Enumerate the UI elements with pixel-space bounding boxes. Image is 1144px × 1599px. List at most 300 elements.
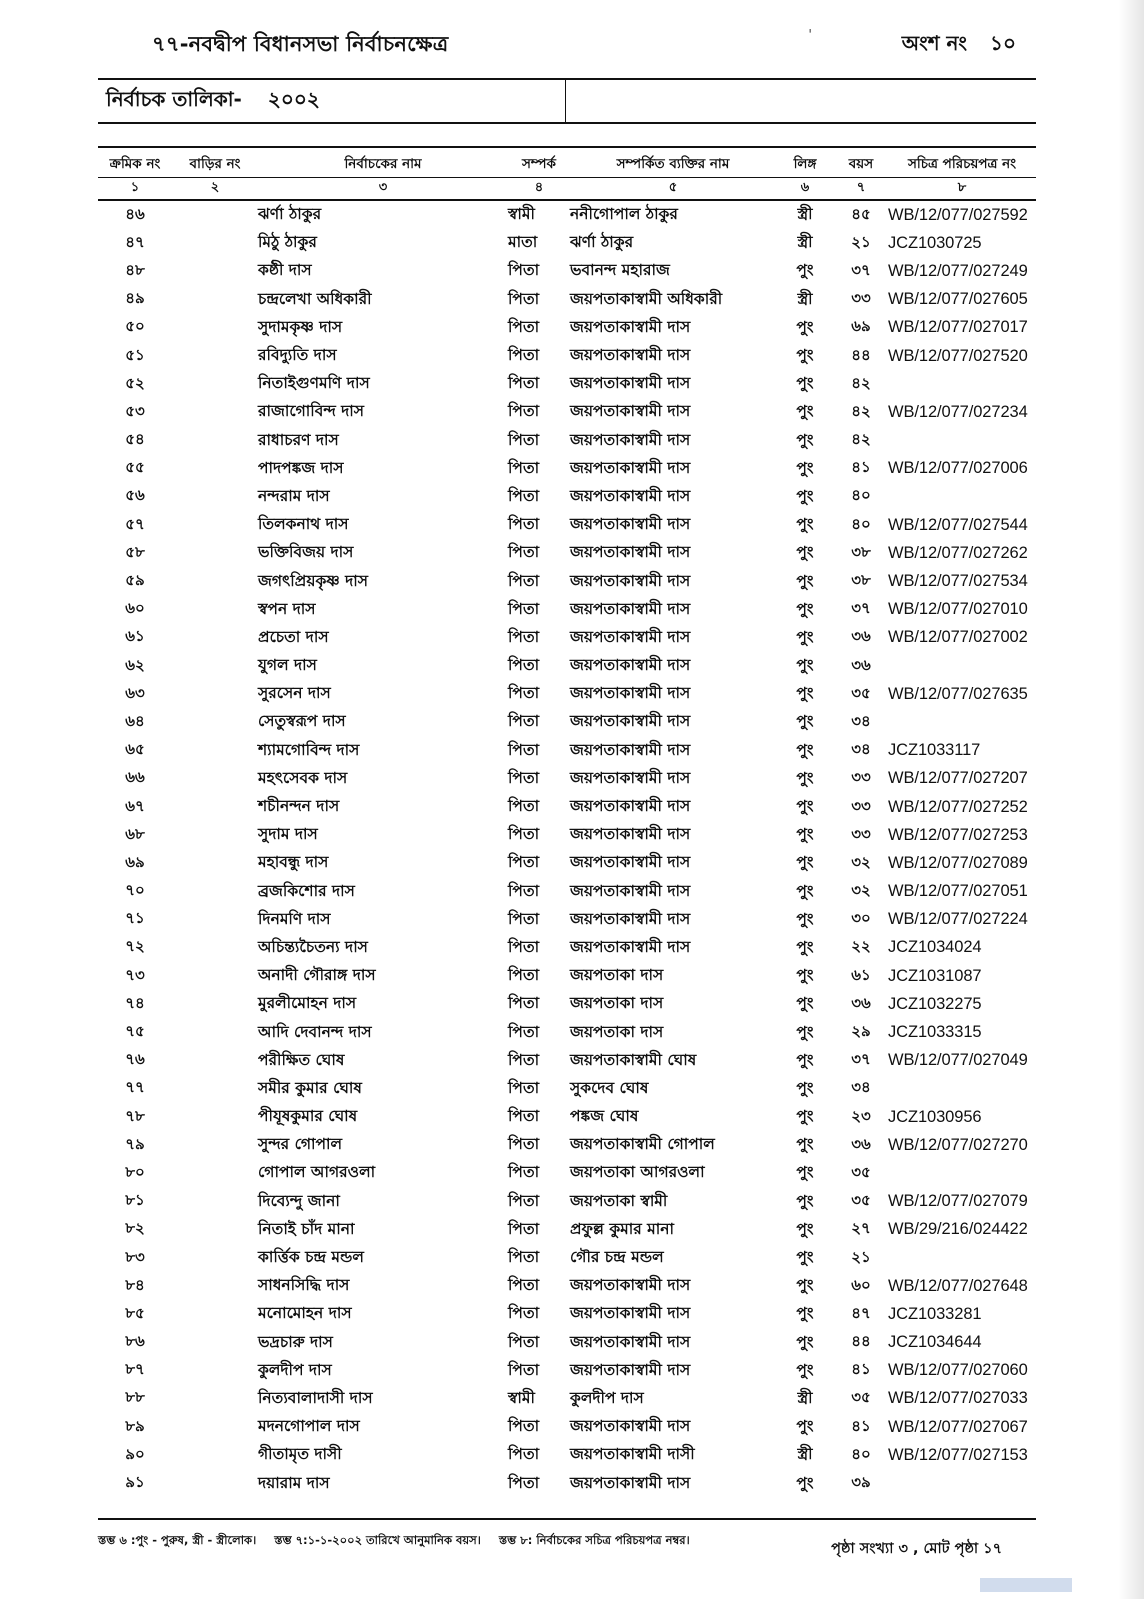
cell-relative-name: জয়পতাকাস্বামী দাস (570, 543, 691, 562)
cell-sex: পুং (796, 825, 814, 844)
table-row (98, 1131, 1036, 1159)
cell-sex: পুং (796, 1107, 814, 1126)
table-row (98, 737, 1036, 765)
cell-elector-name: সুন্দর গোপাল (258, 1135, 343, 1154)
cell-age: ৩৫ (851, 1162, 871, 1181)
cell-serial: ৬৩ (125, 683, 145, 702)
cell-house-number (172, 1357, 258, 1385)
cell-age: ৩৬ (851, 1134, 871, 1153)
cell-age: ৩২ (851, 852, 871, 871)
cell-age: ২৭ (851, 1219, 871, 1238)
table-row (98, 427, 1036, 455)
cell-age: ৩৭ (851, 599, 871, 618)
cell-elector-name: যুগল দাস (258, 656, 317, 675)
cell-relation: পিতা (508, 1445, 540, 1464)
cell-relation: পিতা (508, 1050, 540, 1069)
cell-age: ৩৩ (851, 289, 871, 308)
table-row (98, 765, 1036, 793)
cell-sex: পুং (796, 768, 814, 787)
table-row (98, 1357, 1036, 1385)
cell-relation: পিতা (508, 1191, 540, 1210)
cell-serial: ৪৯ (125, 289, 145, 308)
cell-age: ৩৪ (851, 1078, 871, 1097)
cell-relative-name: ননীগোপাল ঠাকুর (570, 205, 678, 224)
cell-relative-name: জয়পতাকাস্বামী দাস (570, 430, 691, 449)
cell-serial: ৬২ (125, 655, 145, 674)
cell-house-number (172, 1103, 258, 1131)
cell-house-number (172, 1300, 258, 1328)
cell-epic-number: WB/12/077/027006 (888, 459, 1028, 478)
cell-serial: ৫২ (125, 373, 145, 392)
cell-sex: পুং (796, 486, 814, 505)
cell-elector-name: রাধাচরণ দাস (258, 430, 339, 449)
cell-house-number (172, 1131, 258, 1159)
cell-relation: পিতা (508, 543, 540, 562)
table-row (98, 1047, 1036, 1075)
cell-epic-number: WB/12/077/027252 (888, 797, 1028, 816)
cell-epic-number: WB/12/077/027002 (888, 628, 1028, 647)
cell-relation: স্বামী (508, 1388, 535, 1407)
cell-relative-name: জয়পতাকা আগরওলা (570, 1163, 705, 1182)
cell-elector-name: ভক্তিবিজয় দাস (258, 543, 354, 562)
column-number-4: ৪ (508, 178, 570, 201)
table-row (98, 878, 1036, 906)
cell-elector-name: পাদপঙ্কজ দাস (258, 458, 344, 477)
table-row (98, 962, 1036, 990)
cell-relation: পিতা (508, 515, 540, 534)
cell-elector-name: মদনগোপাল দাস (258, 1417, 360, 1436)
cell-age: ৬০ (851, 1275, 871, 1294)
cell-age: ৪০ (851, 514, 871, 533)
cell-house-number (172, 680, 258, 708)
cell-elector-name: প্রচেতা দাস (258, 627, 329, 646)
cell-epic-number: WB/12/077/027605 (888, 290, 1028, 309)
cell-relation: পিতা (508, 1219, 540, 1238)
cell-elector-name: নন্দরাম দাস (258, 486, 330, 505)
cell-age: ২৯ (851, 1022, 871, 1041)
cell-elector-name: সুরসেন দাস (258, 684, 331, 703)
cell-relation: পিতা (508, 1135, 540, 1154)
cell-serial: ৬৪ (125, 711, 145, 730)
cell-house-number (172, 1075, 258, 1103)
cell-epic-number (888, 652, 1036, 680)
table-row (98, 567, 1036, 595)
cell-relative-name: জয়পতাকাস্বামী দাস (570, 768, 691, 787)
table-row (98, 1244, 1036, 1272)
cell-relation: পিতা (508, 1022, 540, 1041)
cell-elector-name: নিত্যবালাদাসী দাস (258, 1388, 373, 1407)
cell-epic-number: WB/12/077/027067 (888, 1417, 1028, 1436)
document-header (0, 0, 1112, 84)
cell-elector-name: ভদ্রচারু দাস (258, 1332, 333, 1351)
cell-house-number (172, 1272, 258, 1300)
table-row (98, 286, 1036, 314)
cell-relative-name: জয়পতাকাস্বামী দাস (570, 317, 691, 336)
cell-house-number (172, 314, 258, 342)
cell-epic-number: WB/12/077/027051 (888, 882, 1028, 901)
cell-relative-name: জয়পতাকাস্বামী ঘোষ (570, 1050, 697, 1069)
cell-epic-number: WB/12/077/027234 (888, 402, 1028, 421)
cell-house-number (172, 1244, 258, 1272)
table-row (98, 1188, 1036, 1216)
cell-relative-name: জয়পতাকাস্বামী দাস (570, 712, 691, 731)
cell-sex: স্ত্রী (797, 1445, 813, 1464)
cell-house-number (172, 990, 258, 1018)
table-row (98, 990, 1036, 1018)
column-header-epic-number: সচিত্র পরিচয়পত্র নং (888, 147, 1036, 178)
cell-house-number (172, 200, 258, 229)
cell-relative-name: জয়পতাকাস্বামী দাস (570, 627, 691, 646)
column-header-house-number: বাড়ির নং (172, 147, 258, 178)
column-header-age: বয়স (834, 147, 888, 178)
cell-house-number (172, 398, 258, 426)
cell-elector-name: মনোমোহন দাস (258, 1304, 352, 1323)
cell-epic-number: WB/12/077/027648 (888, 1276, 1028, 1295)
cell-sex: স্ত্রী (797, 205, 813, 224)
cell-relation: পিতা (508, 346, 540, 365)
cell-epic-number: JCZ1032275 (888, 994, 982, 1013)
cell-elector-name: অচিন্ত্যচৈতন্য দাস (258, 937, 368, 956)
cell-relation: পিতা (508, 1332, 540, 1351)
cell-serial: ৫৩ (125, 401, 145, 420)
cell-serial: ৮৫ (125, 1303, 145, 1322)
column-header-sex: লিঙ্গ (776, 147, 834, 178)
cell-relation: পিতা (508, 740, 540, 759)
cell-age: ২১ (851, 1247, 871, 1266)
cell-epic-number: WB/12/077/027592 (888, 205, 1028, 224)
cell-relation: পিতা (508, 768, 540, 787)
cell-epic-number (888, 708, 1036, 736)
cell-age: ৩৩ (851, 768, 871, 787)
column-header-relative-name: সম্পর্কিত ব্যক্তির নাম (570, 147, 776, 178)
cell-sex: পুং (796, 712, 814, 731)
cell-relation: পিতা (508, 571, 540, 590)
cell-relation: পিতা (508, 825, 540, 844)
cell-sex: পুং (796, 458, 814, 477)
cell-relation: পিতা (508, 458, 540, 477)
table-row (98, 1413, 1036, 1441)
table-row (98, 398, 1036, 426)
table-row (98, 200, 1036, 229)
footnote-group (98, 1532, 704, 1551)
cell-elector-name: স্বপন দাস (258, 599, 316, 618)
cell-elector-name: জগৎপ্রিয়কৃষ্ণ দাস (258, 571, 369, 590)
cell-epic-number: JCZ1033315 (888, 1023, 982, 1042)
cell-house-number (172, 1216, 258, 1244)
cell-age: ৬১ (851, 965, 871, 984)
cell-epic-number: WB/12/077/027544 (888, 515, 1028, 534)
cell-relation: পিতা (508, 1248, 540, 1267)
cell-elector-name: মুরলীমোহন দাস (258, 994, 357, 1013)
cell-epic-number: JCZ1030725 (888, 233, 982, 252)
cell-elector-name: আদি দেবানন্দ দাস (258, 1022, 372, 1041)
cell-house-number (172, 934, 258, 962)
cell-sex: পুং (796, 740, 814, 759)
constituency-title: ৭৭-নবদ্বীপ বিধানসভা নির্বাচনক্ষেত্র (152, 32, 449, 56)
cell-house-number (172, 511, 258, 539)
cell-serial: ৫৮ (125, 542, 145, 561)
cell-age: ৩৫ (851, 683, 871, 702)
cell-serial: ৬৮ (125, 824, 145, 843)
cell-elector-name: রাজাগোবিন্দ দাস (258, 402, 365, 421)
cell-elector-name: কার্ত্তিক চন্দ্র মন্ডল (258, 1248, 364, 1267)
cell-epic-number: WB/12/077/027520 (888, 346, 1028, 365)
cell-elector-name: শ্যামগোবিন্দ দাস (258, 740, 360, 759)
cell-relative-name: জয়পতাকাস্বামী দাস (570, 1304, 691, 1323)
table-row (98, 849, 1036, 877)
table-row (98, 1075, 1036, 1103)
cell-sex: পুং (796, 402, 814, 421)
cell-relative-name: জয়পতাকাস্বামী দাস (570, 656, 691, 675)
cell-age: ৪১ (851, 1360, 871, 1379)
cell-house-number (172, 1441, 258, 1469)
cell-sex: পুং (796, 1078, 814, 1097)
cell-epic-number: WB/12/077/027635 (888, 684, 1028, 703)
cell-relative-name: জয়পতাকাস্বামী দাস (570, 1417, 691, 1436)
table-row (98, 1385, 1036, 1413)
table-row (98, 934, 1036, 962)
cell-serial: ৫৪ (125, 430, 145, 449)
cell-epic-number: WB/12/077/027224 (888, 910, 1028, 929)
cell-serial: ৬৯ (125, 852, 145, 871)
cell-house-number (172, 455, 258, 483)
cell-relative-name: জয়পতাকাস্বামী গোপাল (570, 1135, 715, 1154)
cell-epic-number: WB/12/077/027207 (888, 769, 1028, 788)
footnote-column-7: স্তম্ভ ৭:১-১-২০০২ তারিখে আনুমানিক বয়স। (274, 1533, 481, 1547)
cell-sex: পুং (796, 1473, 814, 1492)
table-row (98, 793, 1036, 821)
cell-serial: ৫৫ (125, 458, 145, 477)
cell-house-number (172, 483, 258, 511)
cell-age: ৪০ (851, 1444, 871, 1463)
cell-house-number (172, 257, 258, 285)
cell-epic-number: JCZ1034644 (888, 1333, 982, 1352)
cell-relation: পিতা (508, 1417, 540, 1436)
cell-relation: পিতা (508, 966, 540, 985)
cell-relative-name: জয়পতাকাস্বামী অধিকারী (570, 289, 723, 308)
cell-relative-name: জয়পতাকাস্বামী দাস (570, 486, 691, 505)
cell-sex: পুং (796, 1163, 814, 1182)
table-row (98, 342, 1036, 370)
cell-sex: পুং (796, 571, 814, 590)
column-number-5: ৫ (570, 178, 776, 201)
cell-relation: পিতা (508, 289, 540, 308)
cell-house-number (172, 765, 258, 793)
cell-elector-name: অনাদী গৌরাঙ্গ দাস (258, 966, 376, 985)
cell-relative-name: জয়পতাকাস্বামী দাস (570, 797, 691, 816)
cell-elector-name: রবিদ্যুতি দাস (258, 346, 337, 365)
cell-house-number (172, 1018, 258, 1046)
cell-relation: পিতা (508, 430, 540, 449)
cell-age: ৩৬ (851, 655, 871, 674)
cell-elector-name: সুদামকৃষ্ণ দাস (258, 317, 343, 336)
cell-sex: পুং (796, 430, 814, 449)
table-row (98, 539, 1036, 567)
cell-serial: ৯১ (125, 1473, 145, 1492)
cell-relative-name: জয়পতাকাস্বামী দাস (570, 1332, 691, 1351)
cell-sex: পুং (796, 1050, 814, 1069)
cell-serial: ৪৮ (125, 260, 145, 279)
cell-serial: ৭৮ (125, 1106, 145, 1125)
cell-relation: পিতা (508, 1304, 540, 1323)
cell-serial: ৭৪ (125, 993, 145, 1012)
cell-relation: পিতা (508, 656, 540, 675)
cell-elector-name: শচীনন্দন দাস (258, 797, 340, 816)
scan-corner-artifact (980, 1578, 1072, 1592)
cell-epic-number: JCZ1033117 (888, 741, 981, 760)
cell-elector-name: সমীর কুমার ঘোষ (258, 1078, 362, 1097)
cell-serial: ৭৫ (125, 1022, 145, 1041)
cell-elector-name: চন্দ্রলেখা অধিকারী (258, 289, 372, 308)
cell-serial: ৬০ (125, 599, 145, 618)
cell-serial: ৬৭ (125, 796, 145, 815)
cell-relative-name: জয়পতাকাস্বামী দাস (570, 740, 691, 759)
cell-age: ৩৩ (851, 796, 871, 815)
cell-serial: ৮৮ (125, 1388, 145, 1407)
cell-relation: স্বামী (508, 205, 535, 224)
cell-serial: ৮৬ (125, 1332, 145, 1351)
table-row (98, 821, 1036, 849)
cell-elector-name: সুদাম দাস (258, 825, 318, 844)
cell-relative-name: জয়পতাকাস্বামী দাস (570, 825, 691, 844)
cell-serial: ৪৭ (125, 232, 145, 251)
cell-relative-name: জয়পতাকা দাস (570, 1022, 664, 1041)
tick-mark-icon: ' (808, 28, 812, 43)
cell-elector-name: গীতামৃত দাসী (258, 1445, 342, 1464)
table-body (98, 200, 1036, 1498)
cell-sex: পুং (796, 909, 814, 928)
cell-serial: ৫৯ (125, 571, 145, 590)
cell-age: ২১ (851, 232, 871, 251)
cell-house-number (172, 286, 258, 314)
cell-epic-number: WB/12/077/027017 (888, 318, 1028, 337)
cell-relative-name: জয়পতাকাস্বামী দাস (570, 599, 691, 618)
cell-age: ৩৭ (851, 1050, 871, 1069)
cell-epic-number: WB/12/077/027060 (888, 1361, 1028, 1380)
cell-relative-name: জয়পতাকাস্বামী দাস (570, 853, 691, 872)
cell-age: ২২ (851, 937, 871, 956)
column-number-2: ২ (172, 178, 258, 201)
cell-relative-name: জয়পতাকাস্বামী দাস (570, 346, 691, 365)
cell-sex: পুং (796, 881, 814, 900)
cell-age: ৪১ (851, 458, 871, 477)
cell-age: ৪২ (851, 373, 871, 392)
cell-elector-name: পীযূষকুমার ঘোষ (258, 1107, 358, 1126)
cell-serial: ৮২ (125, 1219, 145, 1238)
cell-relative-name: জয়পতাকাস্বামী দাস (570, 937, 691, 956)
cell-house-number (172, 1385, 258, 1413)
cell-age: ৬৯ (851, 317, 871, 336)
cell-sex: পুং (796, 317, 814, 336)
cell-epic-number: WB/12/077/027534 (888, 572, 1028, 591)
cell-house-number (172, 624, 258, 652)
cell-house-number (172, 793, 258, 821)
cell-epic-number: WB/12/077/027153 (888, 1445, 1028, 1464)
cell-sex: পুং (796, 515, 814, 534)
cell-sex: পুং (796, 261, 814, 280)
cell-relative-name: জয়পতাকাস্বামী দাস (570, 1473, 691, 1492)
cell-elector-name: ব্রজকিশোর দাস (258, 881, 355, 900)
cell-house-number (172, 821, 258, 849)
column-number-3: ৩ (258, 178, 508, 201)
cell-serial: ৫১ (125, 345, 145, 364)
cell-serial: ৭২ (125, 937, 145, 956)
table-row (98, 596, 1036, 624)
cell-sex: পুং (796, 937, 814, 956)
cell-relative-name: পঙ্কজ ঘোষ (570, 1107, 639, 1126)
cell-serial: ৯০ (125, 1444, 145, 1463)
cell-elector-name: মিঠু ঠাকুর (258, 233, 317, 252)
cell-sex: পুং (796, 1304, 814, 1323)
cell-age: ৪২ (851, 430, 871, 449)
footnote-column-8: স্তম্ভ ৮: নির্বাচকের সচিত্র পরিচয়পত্র নম্বর। (498, 1533, 690, 1547)
cell-sex: পুং (796, 1276, 814, 1295)
table-row (98, 257, 1036, 285)
cell-relation: পিতা (508, 1107, 540, 1126)
table-header-number-row (98, 178, 1036, 201)
cell-serial: ৮৭ (125, 1360, 145, 1379)
cell-relative-name: জয়পতাকাস্বামী দাসী (570, 1445, 695, 1464)
cell-relative-name: জয়পতাকা স্বামী (570, 1191, 668, 1210)
column-number-8: ৮ (888, 178, 1036, 201)
table-row (98, 1103, 1036, 1131)
cell-epic-number: JCZ1033281 (888, 1304, 982, 1323)
cell-elector-name: মহাবন্ধু দাস (258, 853, 329, 872)
cell-age: ৩২ (851, 881, 871, 900)
cell-age: ৩৮ (851, 542, 871, 561)
table-row (98, 511, 1036, 539)
cell-age: ৩৫ (851, 1191, 871, 1210)
page-count-text: পৃষ্ঠা সংখ্যা ৩ , মোট পৃষ্ঠা ১৭ (831, 1541, 1002, 1557)
cell-serial: ৭১ (125, 909, 145, 928)
table-row (98, 314, 1036, 342)
column-number-7: ৭ (834, 178, 888, 201)
cell-relative-name: জয়পতাকাস্বামী দাস (570, 1360, 691, 1379)
column-number-1: ১ (98, 178, 172, 201)
cell-serial: ৮৯ (125, 1416, 145, 1435)
cell-elector-name: পরীক্ষিত ঘোষ (258, 1050, 345, 1069)
cell-elector-name: দিনমণি দাস (258, 909, 331, 928)
cell-relative-name: জয়পতাকাস্বামী দাস (570, 458, 691, 477)
cell-sex: স্ত্রী (797, 233, 813, 252)
cell-epic-number: WB/12/077/027253 (888, 825, 1028, 844)
cell-house-number (172, 596, 258, 624)
cell-age: ৪৪ (851, 1332, 871, 1351)
cell-age: ৩৮ (851, 571, 871, 590)
cell-sex: পুং (796, 1417, 814, 1436)
cell-relation: পিতা (508, 909, 540, 928)
table-row (98, 1441, 1036, 1469)
part-number-group (902, 29, 1016, 62)
cell-age: ২৩ (851, 1106, 871, 1125)
cell-sex: পুং (796, 656, 814, 675)
cell-relation: পিতা (508, 374, 540, 393)
column-header-relation: সম্পর্ক (508, 147, 570, 178)
cell-serial: ৫০ (125, 317, 145, 336)
cell-serial: ৭৬ (125, 1050, 145, 1069)
cell-serial: ৭০ (125, 881, 145, 900)
roll-year-value: ২০০২ (267, 86, 320, 111)
cell-relative-name: সুকদেব ঘোষ (570, 1078, 649, 1097)
cell-relation: পিতা (508, 1078, 540, 1097)
cell-house-number (172, 567, 258, 595)
cell-age: ৩০ (851, 909, 871, 928)
cell-house-number (172, 342, 258, 370)
column-header-serial: ক্রমিক নং (98, 147, 172, 178)
cell-relation: পিতা (508, 317, 540, 336)
cell-epic-number (888, 483, 1036, 511)
cell-relative-name: জয়পতাকাস্বামী দাস (570, 571, 691, 590)
